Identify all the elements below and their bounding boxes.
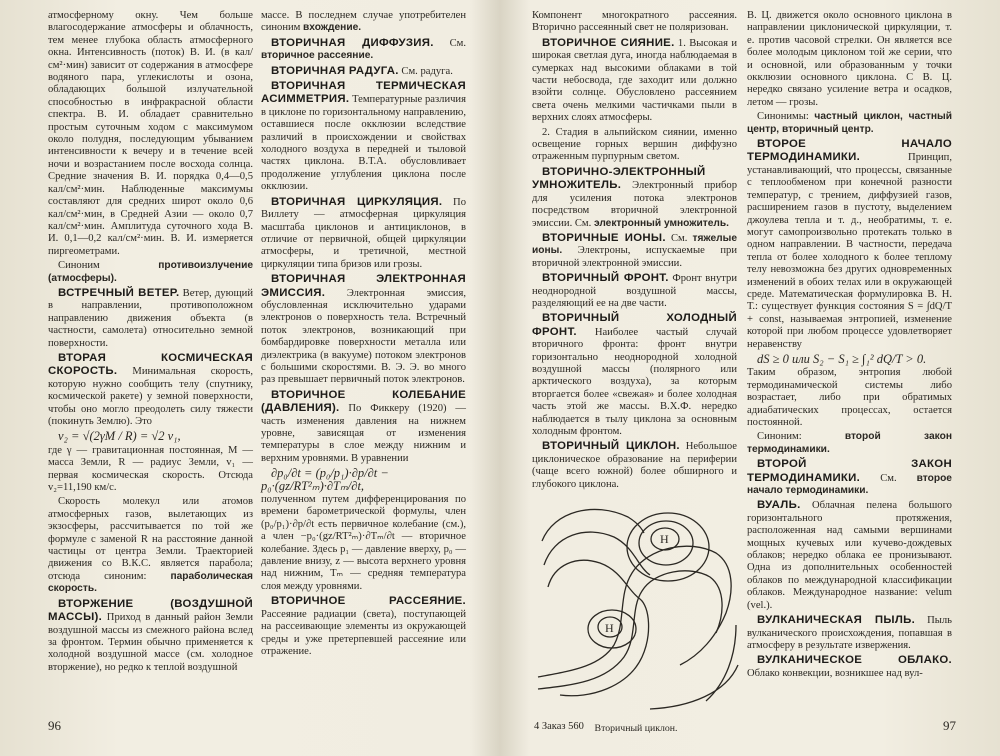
headword: ВТОРАЯ КОСМИЧЕСКАЯ СКОРОСТЬ. <box>48 351 253 378</box>
entry-text: массе. В последнем случае употребителен синоним вхождение. <box>261 10 466 34</box>
entry-vtoroe-nachalo: ВТОРОЕ НАЧАЛО ТЕРМОДИНАМИКИ. Принцип, устанавливающий, что процессы, связанные с теплообменом при конечной разности температур, с трением, диффузией газов, расширением газов в пустоту, выделением джоулева тепла и т. д., необратимы, т. е. могут самопроизвольно протекать только в одном направлении. В частности, передача тепла от более холодного к более теплому телу невозможна без других одновременных изменений в обоих телах или в окружающей среде. Математическая формулировка В. Н. Т.: существует функция состояния S = ∫dQ/T + const, называемая энтропией, изменение которой при любом процессе удовлетворяет неравенству <box>747 138 952 350</box>
entry-text: Синонимы: частный циклон, частный центр, вторичный центр. <box>747 111 952 135</box>
headword: ВУЛКАНИЧЕСКОЕ ОБЛАКО. <box>757 654 952 667</box>
entry-termicheskaya-asimmetriya: ВТОРИЧНАЯ ТЕРМИЧЕСКАЯ АСИММЕТРИЯ. Температурные различия в циклоне по горизонтальному направлению, оставшиеся после окклюзии вследствие различий в происхождении и свойствах холодного воздуха в передней и тыловой частях циклона. В.Т.А. обусловливает продолжение углубления циклона после окклюзии. <box>261 80 466 193</box>
isobar-diagram <box>530 495 740 721</box>
entry-text: полученном путем дифференцирования по времени барометрической формулы, член (p₀/p₁)·∂p/∂t есть первичное колебание (см.), а член −p₀·(gz/RT²ₘ)·∂Tₘ/∂t — вторичное колебание. Здесь p₁ — давление вверху, p₀ — давление внизу, z — высота верхнего уровня над нижним, Tₘ — средняя температура слоя между уровнями. <box>261 494 466 592</box>
headword: ВТОРОЙ ЗАКОН ТЕРМОДИНАМИКИ. <box>747 458 952 484</box>
entry-vtorichnaya-raduga: ВТОРИЧНАЯ РАДУГА. См. радуга. <box>271 64 453 77</box>
entry-vtorichnoe-kolebanie: ВТОРИЧНОЕ КОЛЕБАНИЕ (ДАВЛЕНИЯ). По Фиккеру (1920) — часть изменения давления на нижнем уровне, зависящая от изменения температуры в слое между нижним и верхним уровнями. В уравнении <box>261 388 466 464</box>
headword: ВТОРИЧНАЯ ЭЛЕКТРОННАЯ ЭМИССИЯ. <box>261 273 466 299</box>
entry-vtorichnoe-siyanie: ВТОРИЧНОЕ СИЯНИЕ. 1. Высокая и широкая светлая дуга, иногда наблюдаемая в сумерках над высокими облаками в той части небосвода, где заходит или должно взойти солнце. Обусловлено рассеянием света очень мелкими частичками пыли в верхних слоях атмосферы. <box>532 36 737 124</box>
headword: ВТОРИЧНАЯ ЦИРКУЛЯЦИЯ. <box>271 195 443 208</box>
isobar-outer-5 <box>650 665 738 709</box>
headword: ВТОРИЧНЫЙ ЦИКЛОН. <box>542 440 680 453</box>
entry-text: Синоним: второй закон термодинамики. <box>747 431 952 455</box>
headword: ВУЛКАНИЧЕСКАЯ ПЫЛЬ. <box>757 614 916 627</box>
headword: ВТОРИЧНАЯ ТЕРМИЧЕСКАЯ АСИММЕТРИЯ. <box>261 80 466 106</box>
entry-holodny-front: ВТОРИЧНЫЙ ХОЛОДНЫЙ ФРОНТ. Наиболее частый случай вторичного фронта: фронт внутри горизонтально неоднородной холодной воздушной массы (полярного или арктического воздуха), за которым вторгается более «свежая» и более холодная часть этой же массы. В.Х.Ф. нередко наблюдается в тылу циклона за основным холодным фронтом. <box>532 312 737 437</box>
cyclone-label-main: Н <box>660 532 669 547</box>
entry-text: 2. Стадия в альпийском сиянии, именно освещение горных вершин диффузно отраженным пурпурным светом. <box>532 126 737 163</box>
entry-vtorichny-ciklon: ВТОРИЧНЫЙ ЦИКЛОН. Небольшое циклоническое образование на периферии (чаще всего южной) более обширного и глубокого циклона. <box>532 440 737 490</box>
formula-v2: v₂ = √(2γM / R) = √2 v₁, <box>58 429 181 444</box>
secondary-cyclone-figure <box>530 495 742 745</box>
printer-signature: 4 Заказ 560 <box>534 721 584 732</box>
cyclone-label-secondary: Н <box>605 621 614 636</box>
headword: ВСТРЕЧНЫЙ ВЕТЕР. <box>58 286 180 299</box>
entry-vtorichnye-iony: ВТОРИЧНЫЕ ИОНЫ. См. тяжелые ионы. Электроны, испускаемые при вторичной электронной эмиссии. <box>532 231 738 269</box>
headword: ВТОРИЧНЫЕ ИОНЫ. <box>542 231 666 244</box>
entry-text: Скорость молекул или атомов атмосферных газов, вылетающих из экзосферы, рассчитывается по той же формуле с заменой R на расстояние данной частицы от центра Земли. Траекторией движения со В.К.С. является парабола; отсюда синоним: параболическая скорость. <box>48 496 253 595</box>
entry-vtorichnaya-cirkulyaciya: ВТОРИЧНАЯ ЦИРКУЛЯЦИЯ. По Виллету — атмосферная циркуляция масштаба циклонов и антициклонов, в отличие от первичной, общей циркуляции атмосферы, и третичной, местной циркуляции типа бризов или грозы. <box>261 195 466 270</box>
entry-text: Таким образом, энтропия любой термодинамической системы либо возрастает, либо при обратимых адиабатических процессах, остается постоянной. <box>747 367 952 428</box>
headword: ВТОРЖЕНИЕ (ВОЗДУШНОЙ МАССЫ). <box>48 597 253 624</box>
entry-vulkanicheskaya-pyl: ВУЛКАНИЧЕСКАЯ ПЫЛЬ. Пыль вулканического происхождения, попавшая в атмосферу в результате извержения. <box>747 614 952 651</box>
right-page <box>502 0 1000 756</box>
headword: ВТОРИЧНЫЙ ХОЛОДНЫЙ ФРОНТ. <box>532 312 737 338</box>
left-column-1 <box>48 10 253 700</box>
headword: ВТОРИЧНОЕ КОЛЕБАНИЕ (ДАВЛЕНИЯ). <box>261 388 466 415</box>
entry-vtoroy-zakon: ВТОРОЙ ЗАКОН ТЕРМОДИНАМИКИ. См. второе начало термодинамики. <box>747 458 952 497</box>
formula-entropy: dS ≥ 0 или S₂ − S₁ ≥ ∫₁² dQ/T > 0. <box>757 351 927 366</box>
headword: ВТОРИЧНАЯ ДИФФУЗИЯ. <box>271 36 434 49</box>
entry-text: Синоним противоизлучение (атмосферы). <box>48 260 253 284</box>
entry-vtoraya-kosmicheskaya: ВТОРАЯ КОСМИЧЕСКАЯ СКОРОСТЬ. Минимальная скорость, которую нужно сообщить телу (спутнику, космической ракете) у земной поверхности, чтобы оно могло преодолеть силу тяжести (покинуть Землю). Это <box>48 351 253 427</box>
figure-caption: Вторичный циклон. <box>594 723 678 735</box>
headword: ВТОРИЧНО-ЭЛЕКТРОННЫЙ УМНОЖИТЕЛЬ. <box>532 165 706 192</box>
entry-text: В. Ц. движется около основного циклона в направлении циклонической циркуляции, т. е. против часовой стрелки. Он является все более молодым циклоном той же серии, что и основной, или образованным у точки окклюзии основного циклона. С В. Ц. нередко связано усиление ветра и осадков, летом — грозы. <box>747 10 952 108</box>
page-number: 96 <box>48 718 61 733</box>
isobar-outer-4 <box>706 625 736 701</box>
headword: ВТОРОЕ НАЧАЛО ТЕРМОДИНАМИКИ. <box>747 138 952 164</box>
entry-vulkanicheskoe-oblako: ВУЛКАНИЧЕСКОЕ ОБЛАКО. Облако конвекции, возникшее над вул- <box>747 654 952 679</box>
right-column-2 <box>747 10 952 700</box>
entry-vstrechny-veter: ВСТРЕЧНЫЙ ВЕТЕР. Ветер, дующий в направлении, противоположном направлению движения объекта (в частности, самолета) относительно земной поверхности. <box>48 286 253 349</box>
headword: ВТОРИЧНОЕ РАССЕЯНИЕ. <box>271 595 466 608</box>
entry-vtorichnoe-rasseyanie: ВТОРИЧНОЕ РАССЕЯНИЕ. Рассеяние радиации (света), поступающей на рассеивающие элементы из окружающей среды и уже претерпевшей рассеяние или отражение. <box>261 595 466 657</box>
entry-elektronnaya-emissiya: ВТОРИЧНАЯ ЭЛЕКТРОННАЯ ЭМИССИЯ. Электронная эмиссия, обусловленная исключительно ударами электронов о поверхность тела. Встречный поток электронов, возникающий при бомбардировке поверхности металла или диэлектрика (в вакууме) потоком электронов с большими скоростями. В. Э. Э. во много раз превышает первичный поток электронов. <box>261 273 466 386</box>
formula-pressure: ∂p₀/∂t = (p₀/p₁)·∂p/∂t − p₀·(gz/RT²ₘ)·∂Tₘ/∂t, <box>261 466 389 493</box>
entry-umnozhitel: ВТОРИЧНО-ЭЛЕКТРОННЫЙ УМНОЖИТЕЛЬ. Электронный прибор для усиления потока электронов посредством вторичной электронной эмиссии. См. электронный умножитель. <box>532 165 737 229</box>
entry-text: где γ — гравитационная постоянная, M — масса Земли, R — радиус Земли, v₁ — первая космическая скорость. Отсюда v₂=11,190 км/с. <box>48 444 253 494</box>
headword: ВУАЛЬ. <box>757 499 801 512</box>
entry-vtorzhenie: ВТОРЖЕНИЕ (ВОЗДУШНОЙ МАССЫ). Приход в данный район Земли воздушной массы из смежного района вслед за фронтом. Термин обычно применяется к холодной воздушной массе (см. холодное вторжение), но редко к теплой воздушной <box>48 597 253 673</box>
entry-vual: ВУАЛЬ. Облачная пелена большого горизонтального протяжения, расположенная над самыми вершинами мощных кучевых или кучево-дождевых облаков; нередко облака ее пронизывают. Одна из дополнительных особенностей облаков по международной классификации облаков. Международное название: velum (vel.). <box>747 499 952 611</box>
entry-vtorichnaya-diffuziya: ВТОРИЧНАЯ ДИФФУЗИЯ. См. вторичное рассеяние. <box>261 36 466 62</box>
page-number: 97 <box>943 718 956 733</box>
headword: ВТОРИЧНАЯ РАДУГА. <box>271 64 399 77</box>
left-page <box>0 0 498 756</box>
entry-text: атмосферному окну. Чем больше влагосодержание атмосферы и облачность, тем менее глубока область атмосферного окна. Интенсивность (поток) В. И. (в кал/см²·мин) зависит от содержания в атмосфере водяного пара, углекислоты и озона, обладающих большой излучательной способностью в инфракрасной области спектра. В. И. обладает сравнительно простым суточным ходом с максимумом около полудня, последующим убыванием интенсивности к вечеру и в течение всей ночи и возрастанием после восхода солнца. Средние значения В. И. порядка 0,4—0,5 кал/см²·мин. Наблюденные максимумы составляют для средних широт около 0,6 кал/см²·мин, в Средней Азии — около 0,7 кал/см²·мин. Амплитуда суточного хода В. И. 0,1—0,2 кал/см²·мин. В. И. измеряется пиргеометрами. <box>48 10 253 257</box>
headword: ВТОРИЧНОЕ СИЯНИЕ. <box>542 36 675 49</box>
entry-vtorichny-front: ВТОРИЧНЫЙ ФРОНТ. Фронт внутри неоднородной воздушной массы, разделяющий ее на две части. <box>532 272 737 309</box>
left-column-2 <box>261 10 466 700</box>
headword: ВТОРИЧНЫЙ ФРОНТ. <box>542 272 669 285</box>
entry-text: Компонент многократного рассеяния. Вторично рассеянный свет не поляризован. <box>532 10 737 34</box>
